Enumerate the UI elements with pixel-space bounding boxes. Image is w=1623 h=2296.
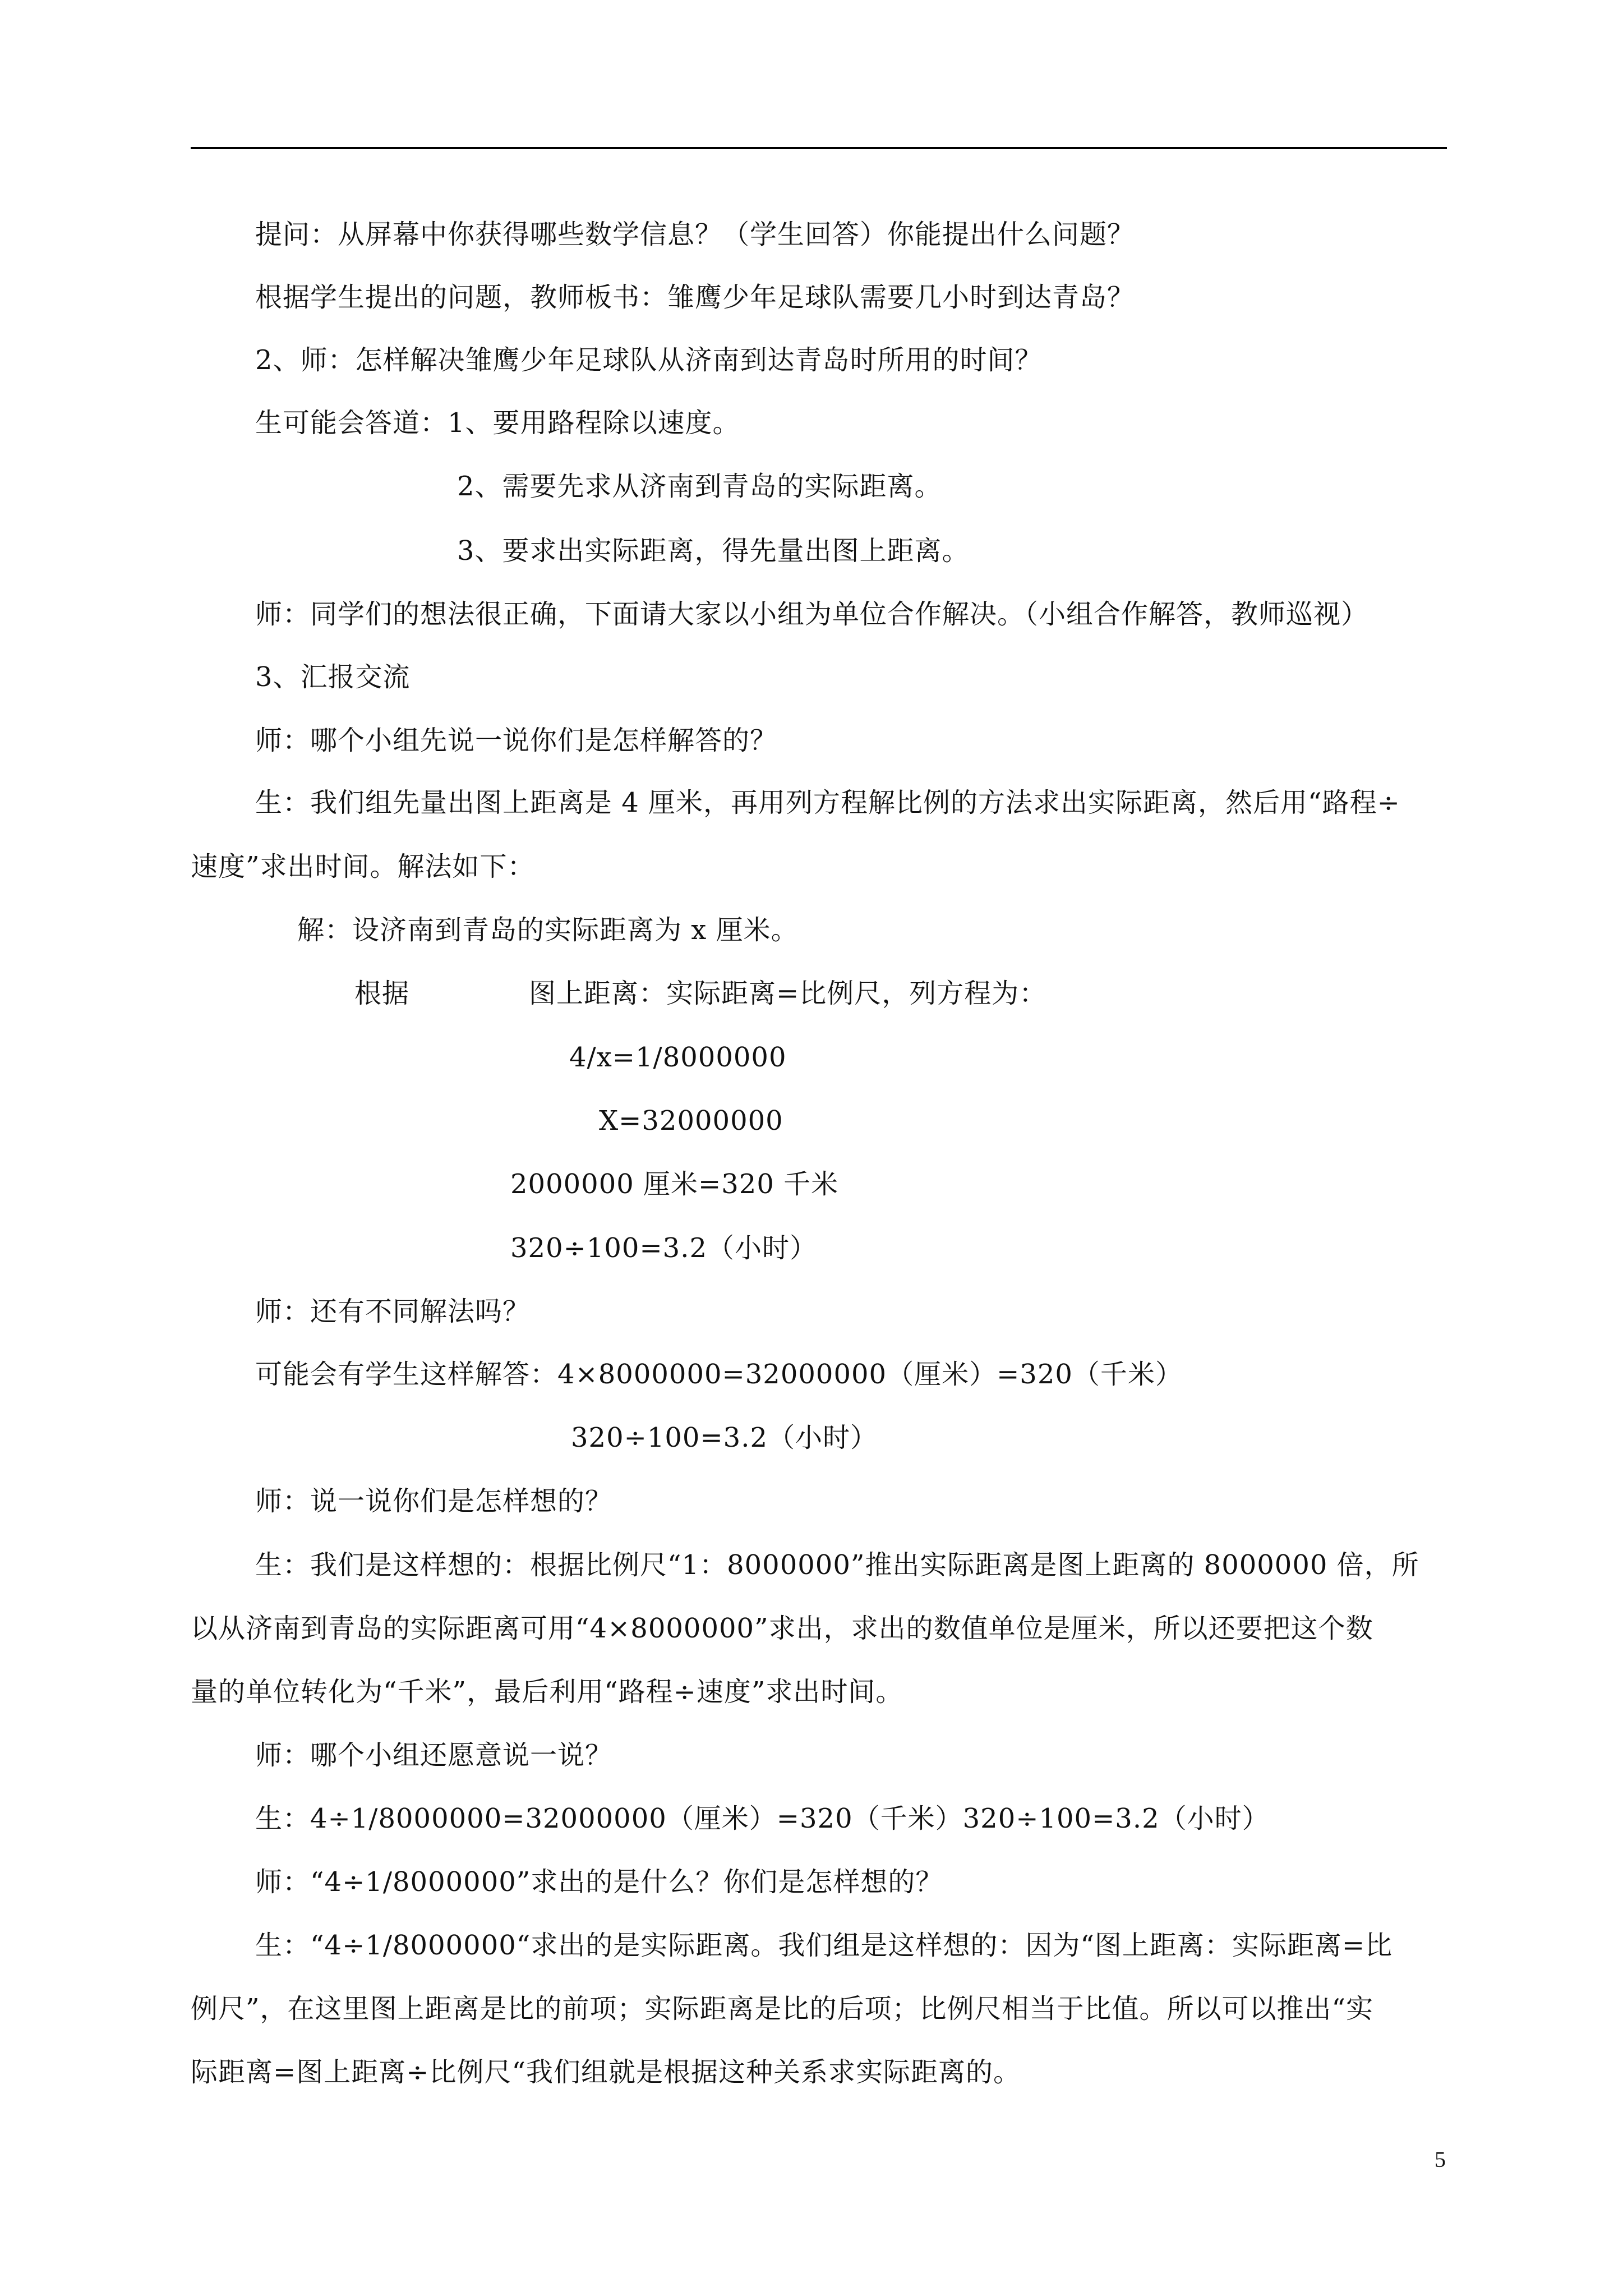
paragraph-line: 师：说一说你们是怎样想的？: [255, 1485, 613, 1517]
equation-line: 320÷100=3.2（小时）: [571, 1422, 878, 1453]
equation-line: 4/x=1/8000000: [569, 1042, 787, 1073]
paragraph-line: 师：哪个小组还愿意说一说？: [255, 1740, 613, 1771]
paragraph-line: 际距离=图上距离÷比例尺“我们组就是根据这种关系求实际距离的。: [191, 2056, 1021, 2088]
paragraph-line: 2、师：怎样解决雏鹰少年足球队从济南到达青岛时所用的时间？: [255, 344, 1043, 376]
paragraph-line: 可能会有学生这样解答：4×8000000=32000000（厘米）=320（千米）: [255, 1359, 1183, 1390]
equation-line: 320÷100=3.2（小时）: [510, 1232, 818, 1264]
section-heading: 3、汇报交流: [255, 661, 411, 693]
paragraph-line: 师：同学们的想法很正确，下面请大家以小组为单位合作解决。（小组合作解答，教师巡视）: [255, 599, 1369, 630]
paragraph-line: 3、要求出实际距离，得先量出图上距离。: [457, 535, 970, 567]
paragraph-line: 生：我们是这样想的：根据比例尺“1：8000000”推出实际距离是图上距离的 8000000 倍，所: [255, 1549, 1419, 1581]
solution-line: 根据: [354, 978, 410, 1009]
paragraph-line: 师：“4÷1/8000000”求出的是什么？你们是怎样想的？: [255, 1866, 943, 1898]
paragraph-line: 生：4÷1/8000000=32000000（厘米）=320（千米）320÷100=3.2（小时）: [255, 1803, 1270, 1834]
page-number: 5: [1435, 2147, 1446, 2172]
paragraph-line: 根据学生提出的问题，教师板书：雏鹰少年足球队需要几小时到达青岛？: [255, 282, 1135, 313]
paragraph-line: 提问：从屏幕中你获得哪些数学信息？（学生回答）你能提出什么问题？: [255, 219, 1135, 250]
paragraph-line: 生：我们组先量出图上距离是 4 厘米，再用列方程解比例的方法求出实际距离，然后用“路程÷: [255, 787, 1400, 818]
paragraph-line: 量的单位转化为“千米”，最后利用“路程÷速度”求出时间。: [191, 1676, 903, 1708]
paragraph-line: 例尺”，在这里图上距离是比的前项；实际距离是比的后项；比例尺相当于比值。所以可以推出“实: [191, 1993, 1374, 2024]
paragraph-line: 2、需要先求从济南到青岛的实际距离。: [457, 471, 942, 502]
solution-line: 图上距离：实际距离=比例尺，列方程为：: [529, 978, 1047, 1009]
equation-line: 2000000 厘米=320 千米: [510, 1168, 839, 1200]
paragraph-line: 速度”求出时间。解法如下：: [191, 851, 535, 882]
solution-line: 解：设济南到青岛的实际距离为 x 厘米。: [297, 914, 799, 946]
paragraph-line: 生：“4÷1/8000000“求出的是实际距离。我们组是这样想的：因为“图上距离：实际距离=比: [255, 1930, 1393, 1961]
paragraph-line: 以从济南到青岛的实际距离可用“4×8000000”求出，求出的数值单位是厘米，所以还要把这个数: [191, 1613, 1373, 1644]
header-rule: [191, 147, 1447, 149]
paragraph-line: 师：还有不同解法吗？: [255, 1296, 531, 1327]
equation-line: X=32000000: [599, 1105, 783, 1137]
paragraph-line: 生可能会答道：1、要用路程除以速度。: [255, 407, 740, 439]
paragraph-line: 师：哪个小组先说一说你们是怎样解答的？: [255, 725, 778, 756]
